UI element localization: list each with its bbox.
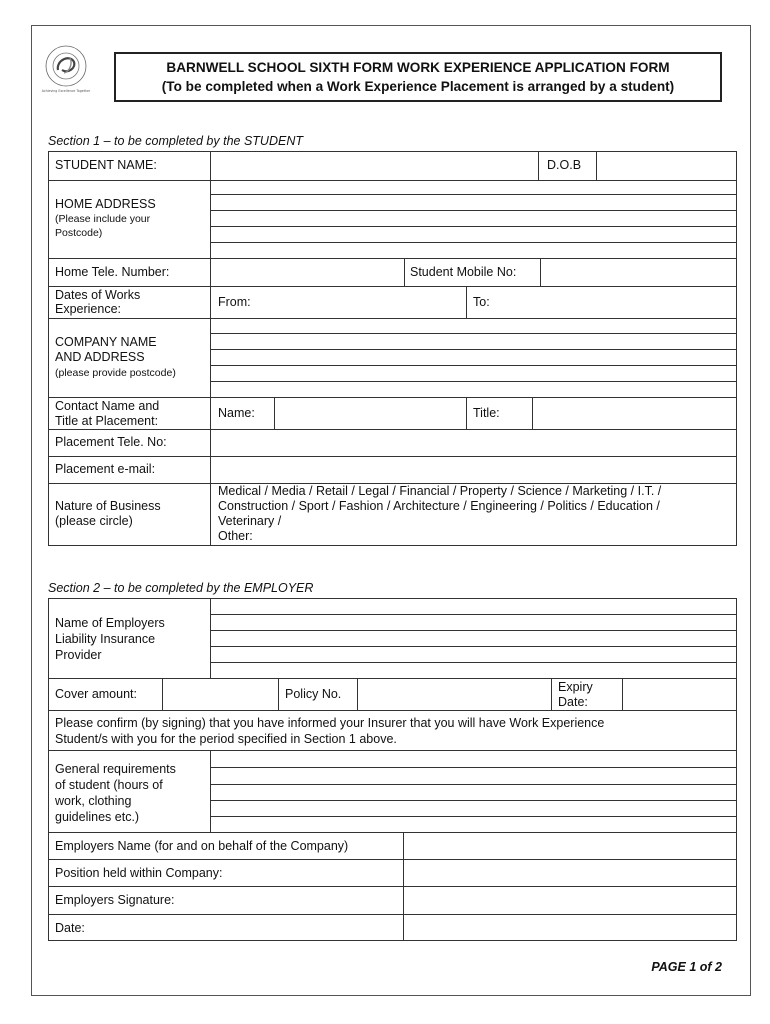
general-req-label: General requirements <box>55 762 176 776</box>
section1-heading: Section 1 – to be completed by the STUDENT <box>48 134 303 148</box>
contact-label: Contact Name and <box>55 399 160 413</box>
signature-label: Employers Signature: <box>55 893 175 907</box>
home-address-hint-2: Postcode) <box>55 227 103 239</box>
contact-label-2: Title at Placement: <box>55 414 159 428</box>
nature-label: Nature of Business <box>55 499 161 513</box>
student-mobile-field[interactable] <box>542 259 736 285</box>
from-label: From: <box>218 295 251 309</box>
form-title-box <box>114 52 722 102</box>
from-date-field[interactable] <box>258 287 464 317</box>
position-label: Position held within Company: <box>55 866 223 880</box>
placement-email-label: Placement e-mail: <box>55 462 156 476</box>
confirm-text-2: Student/s with you for the period specified in Section 1 above. <box>55 732 397 746</box>
cover-amount-field[interactable] <box>164 679 276 709</box>
nature-other-label: Other: <box>218 529 253 543</box>
to-date-field[interactable] <box>500 287 736 317</box>
insurance-provider-field[interactable] <box>212 599 736 677</box>
general-req-label-4: guidelines etc.) <box>55 810 140 824</box>
nature-options-1[interactable]: Medical / Media / Retail / Legal / Financial / Property / Science / Marketing / I.T. / <box>218 484 662 498</box>
employers-name-field[interactable] <box>405 833 736 858</box>
contact-title-field[interactable] <box>534 398 736 428</box>
student-name-field[interactable] <box>212 152 537 179</box>
general-req-label-2: of student (hours of <box>55 778 163 792</box>
company-label-2: AND ADDRESS <box>55 350 145 364</box>
home-address-label: HOME ADDRESS <box>55 197 156 211</box>
cover-amount-label: Cover amount: <box>55 687 137 701</box>
name-label: Name: <box>218 406 255 420</box>
expiry-label-2: Date: <box>558 695 588 709</box>
school-logo <box>40 42 92 94</box>
dob-field[interactable] <box>598 152 736 179</box>
placement-tel-field[interactable] <box>212 430 736 455</box>
dates-label-2: Experience: <box>55 302 122 316</box>
placement-email-field[interactable] <box>212 457 736 482</box>
expiry-date-field[interactable] <box>624 679 736 709</box>
home-tel-field[interactable] <box>212 259 402 285</box>
home-address-hint: (Please include your <box>55 213 151 225</box>
form-subtitle: (To be completed when a Work Experience Placement is arranged by a student) <box>161 79 675 94</box>
contact-name-field[interactable] <box>276 398 464 428</box>
policy-no-label: Policy No. <box>285 687 342 701</box>
dates-label: Dates of Works <box>55 288 141 302</box>
student-name-label: STUDENT NAME: <box>55 158 157 172</box>
company-label: COMPANY NAME <box>55 335 157 349</box>
form-title: BARNWELL SCHOOL SIXTH FORM WORK EXPERIENCE APPLICATION FORM <box>166 60 670 75</box>
svg-text:Achieving Excellence Together: Achieving Excellence Together <box>41 89 91 93</box>
student-mobile-label: Student Mobile No: <box>410 265 517 279</box>
company-hint: (please provide postcode) <box>55 367 176 379</box>
page-number: PAGE 1 of 2 <box>651 960 722 974</box>
policy-no-field[interactable] <box>359 679 549 709</box>
insurance-label: Name of Employers <box>55 616 165 630</box>
general-req-field[interactable] <box>212 751 736 831</box>
date-label: Date: <box>55 921 85 935</box>
expiry-label: Expiry <box>558 680 593 694</box>
dob-label: D.O.B <box>547 158 582 172</box>
insurance-label-2: Liability Insurance <box>55 632 156 646</box>
date-field[interactable] <box>405 915 736 940</box>
general-req-label-3: work, clothing <box>55 794 132 808</box>
position-field[interactable] <box>405 860 736 885</box>
nature-label-2: (please circle) <box>55 514 133 528</box>
signature-field[interactable] <box>405 887 736 913</box>
confirm-text: Please confirm (by signing) that you have informed your Insurer that you will have Work Experience <box>55 716 605 730</box>
company-address-field[interactable] <box>212 319 736 396</box>
employers-name-label: Employers Name (for and on behalf of the Company) <box>55 839 349 853</box>
home-address-field[interactable] <box>212 181 736 257</box>
home-tel-label: Home Tele. Number: <box>55 265 170 279</box>
section2-heading: Section 2 – to be completed by the EMPLOYER <box>48 581 314 595</box>
nature-options-3[interactable]: Veterinary / <box>218 514 282 528</box>
nature-options-2[interactable]: Construction / Sport / Fashion / Architecture / Engineering / Politics / Education / <box>218 499 660 513</box>
placement-tel-label: Placement Tele. No: <box>55 435 167 449</box>
title-label: Title: <box>473 406 500 420</box>
to-label: To: <box>473 295 490 309</box>
insurance-label-3: Provider <box>55 648 102 662</box>
